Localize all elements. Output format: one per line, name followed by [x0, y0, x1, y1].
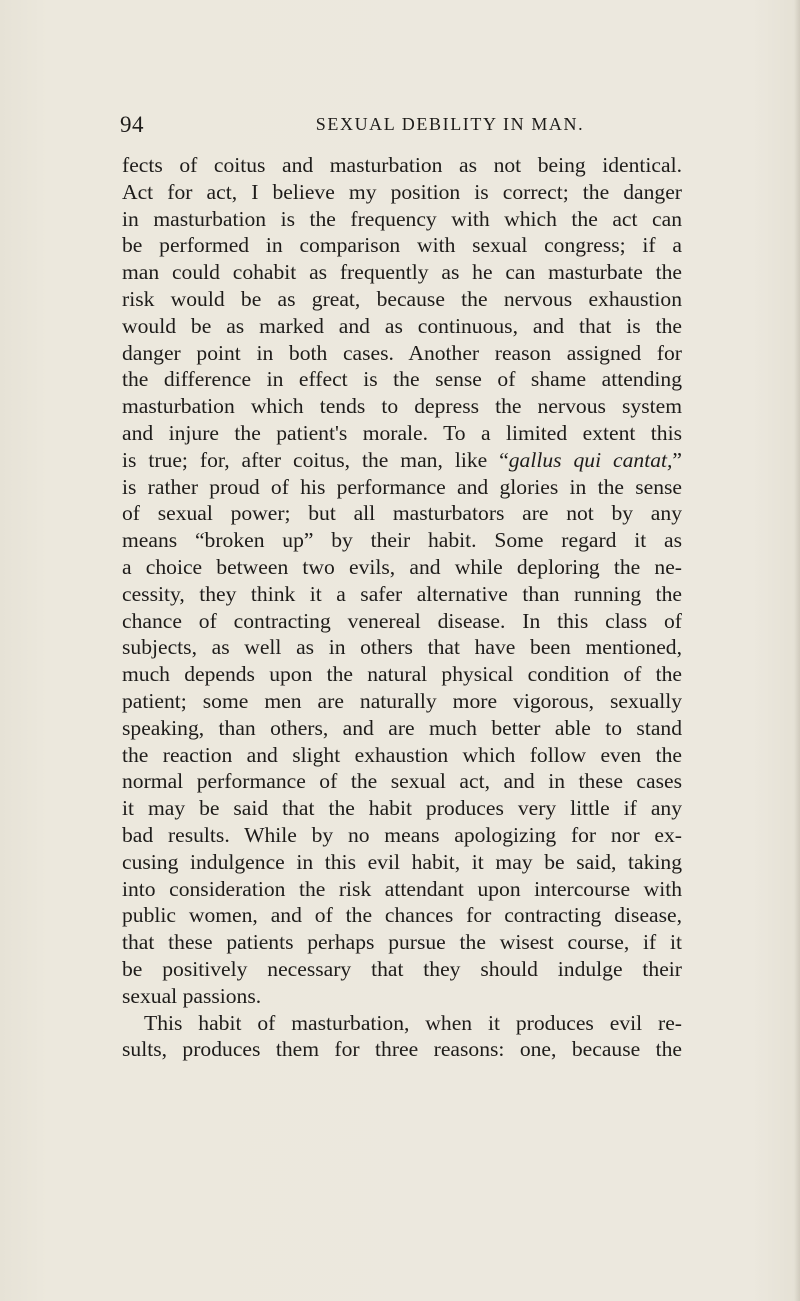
text-line: patient; some men are naturally more vigorous, sexually: [122, 688, 682, 713]
page-number: 94: [120, 112, 144, 137]
text-line: the difference in effect is the sense of shame attending: [122, 367, 682, 392]
text-line: chance of contracting venereal disease. In this class of: [122, 608, 682, 633]
text-line: is rather proud of his performance and glories in the sense: [122, 474, 682, 499]
text-line: man could cohabit as frequently as he can masturbate the: [122, 260, 682, 285]
text-line: normal performance of the sexual act, and in these cases: [122, 769, 682, 794]
paragraph-first-line: This habit of masturbation, when it produces evil re-: [144, 1010, 682, 1035]
text-segment: is true; for, after coitus, the man, like “: [122, 447, 509, 472]
text-line: Act for act, I believe my position is correct; the danger: [122, 179, 682, 204]
body-text: [122, 152, 682, 1063]
text-segment: ”: [672, 447, 683, 472]
text-line: a choice between two evils, and while deploring the ne-: [122, 554, 682, 579]
text-line: the reaction and slight exhaustion which follow even the: [122, 742, 682, 767]
text-line: cessity, they think it a safer alternative than running the: [122, 581, 682, 606]
text-line: means “broken up” by their habit. Some regard it as: [122, 528, 682, 553]
text-line: be positively necessary that they should indulge their: [122, 956, 682, 981]
text-line: into consideration the risk attendant upon intercourse with: [122, 876, 682, 901]
text-line-with-italic: [122, 447, 682, 474]
text-line: be performed in comparison with sexual congress; if a: [122, 233, 682, 258]
text-line: speaking, than others, and are much better able to stand: [122, 715, 682, 740]
text-line: bad results. While by no means apologizing for nor ex-: [122, 822, 682, 847]
text-line: risk would be as great, because the nervous exhaustion: [122, 286, 682, 311]
text-line: and injure the patient's morale. To a limited extent this: [122, 420, 682, 445]
text-line: public women, and of the chances for contracting disease,: [122, 903, 682, 928]
text-line: masturbation which tends to depress the nervous system: [122, 394, 682, 419]
text-line: sults, produces them for three reasons: one, because the: [122, 1037, 682, 1062]
page-edge-shadow: [794, 0, 800, 1301]
text-line: would be as marked and as continuous, and that is the: [122, 313, 682, 338]
text-line: much depends upon the natural physical condition of the: [122, 662, 682, 687]
text-line: subjects, as well as in others that have been mentioned,: [122, 635, 682, 660]
italic-phrase: gallus qui cantat,: [508, 447, 673, 472]
paragraph-end-line: sexual passions.: [122, 983, 262, 1008]
text-line: fects of coitus and masturbation as not being identical.: [122, 153, 682, 177]
text-line: cusing indulgence in this evil habit, it may be said, taking: [122, 849, 682, 874]
text-line: in masturbation is the frequency with which the act can: [122, 206, 682, 231]
text-line: that these patients perhaps pursue the wisest course, if it: [122, 930, 682, 955]
text-line: of sexual power; but all masturbators are not by any: [122, 501, 682, 526]
text-line: danger point in both cases. Another reason assigned for: [122, 340, 682, 365]
running-title: SEXUAL DEBILITY IN MAN.: [315, 114, 585, 134]
text-line: it may be said that the habit produces very little if any: [122, 796, 682, 821]
running-head: [120, 112, 680, 142]
